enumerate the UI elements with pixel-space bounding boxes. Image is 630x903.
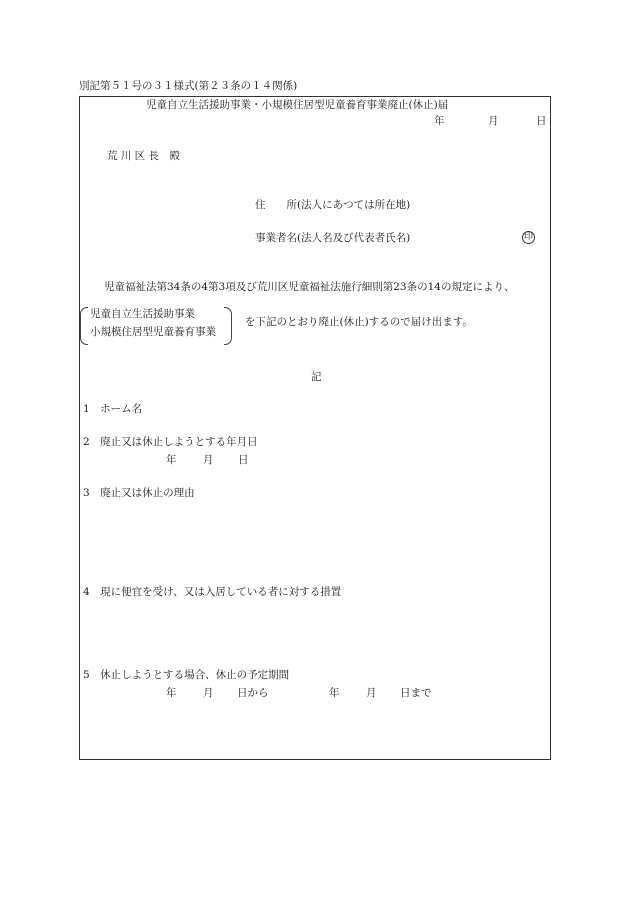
item-4-measures-label: 4 現に便宜を受け、又は入居している者に対する措置 <box>83 586 342 598</box>
ki-heading: 記 <box>311 371 322 383</box>
item-5-year-to: 年 <box>329 687 340 699</box>
item-5-day-from: 日から <box>237 687 269 699</box>
item-2-month: 月 <box>203 454 214 466</box>
item-5-period-label: 5 休止しようとする場合、休止の予定期間 <box>83 669 290 681</box>
business-type-option-1: 児童自立生活援助事業 <box>90 308 195 320</box>
date-month-label: 月 <box>488 115 499 127</box>
legal-basis-text: 児童福祉法第34条の4第3項及び荒川区児童福祉法施行細則第23条の14の規定により、 <box>104 281 515 293</box>
item-5-month-from: 月 <box>203 687 214 699</box>
item-2-date-label: 2 廃止又は休止しようとする年月日 <box>83 436 258 448</box>
form-reference: 別記第５１号の３１様式(第２３条の１４関係) <box>79 80 298 92</box>
item-5-day-to: 日まで <box>400 687 432 699</box>
document-title: 児童自立生活援助事業・小規模住居型児童養育事業廃止(休止)届 <box>146 99 449 111</box>
notification-statement: を下記のとおり廃止(休止)するので届け出ます。 <box>245 316 473 328</box>
addressee: 荒 川 区 長 殿 <box>107 150 181 162</box>
item-3-reason-label: 3 廃止又は休止の理由 <box>83 487 195 499</box>
business-type-option-2: 小規模住居型児童養育事業 <box>90 326 216 338</box>
date-year-label: 年 <box>434 115 445 127</box>
form-frame <box>79 96 551 760</box>
item-1-home-name: 1 ホーム名 <box>83 403 143 415</box>
left-brace <box>80 307 88 345</box>
address-label: 住 所(法人にあつては所在地) <box>255 199 411 211</box>
item-2-year: 年 <box>166 454 177 466</box>
business-name-label: 事業者名(法人名及び代表者氏名) <box>255 232 411 244</box>
date-day-label: 日 <box>536 115 547 127</box>
item-5-month-to: 月 <box>366 687 377 699</box>
right-brace <box>224 307 232 345</box>
item-2-day: 日 <box>238 454 249 466</box>
seal-mark: 印 <box>523 232 533 242</box>
item-5-year-from: 年 <box>166 687 177 699</box>
